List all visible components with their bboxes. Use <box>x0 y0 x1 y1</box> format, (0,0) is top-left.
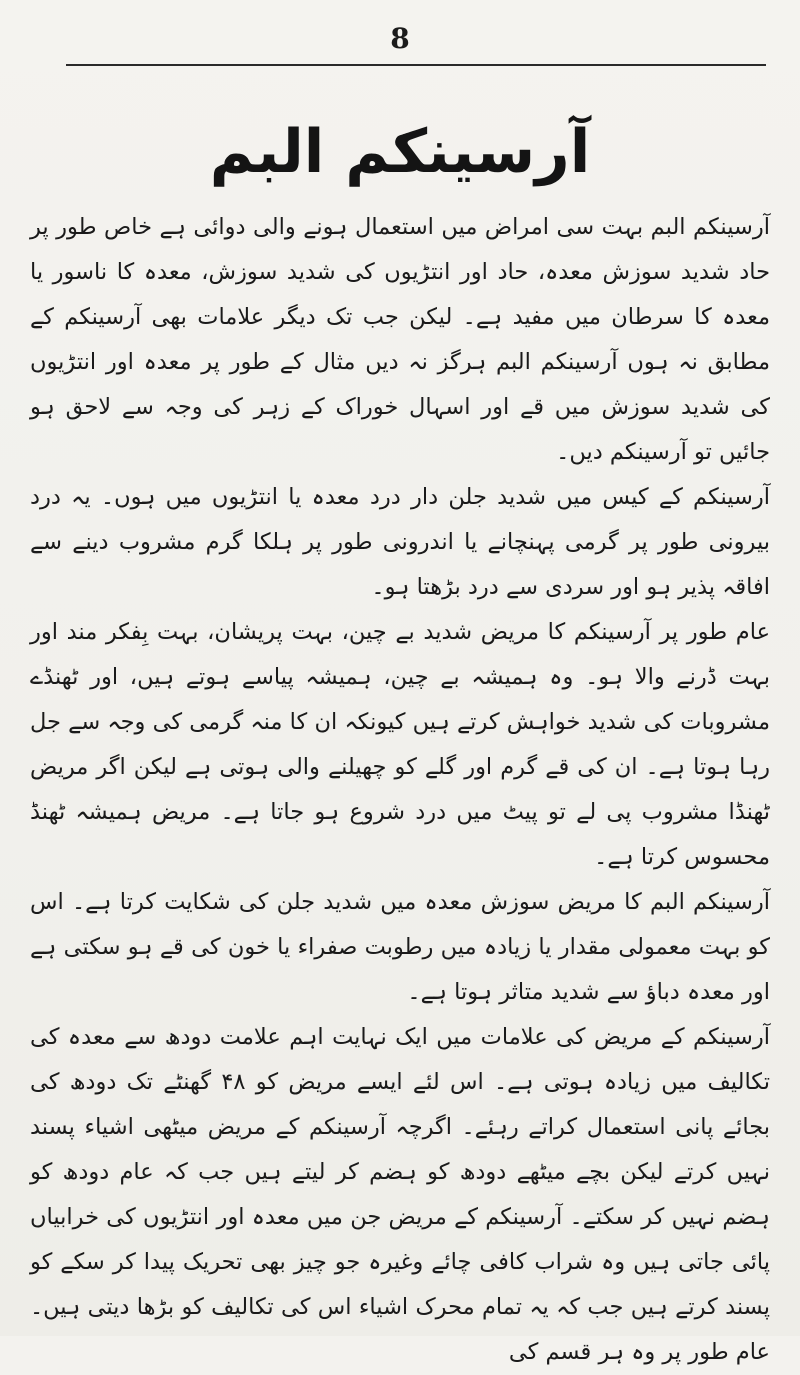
chapter-title: آرسینکم البم <box>209 117 591 187</box>
page-number: 8 <box>390 22 410 55</box>
paragraph: آرسینکم کے مریض کی علامات میں ایک نہایت اہم علامت دودھ سے معدہ کی تکالیف میں زیادہ ہوتی ہے۔ اس لئے ایسے مریض کو ۴۸ گھنٹے تک دودھ کی بجائے پانی استعمال کراتے رہئے۔ اگرچہ آرسینکم کے مریض میٹھی اشیاء پسند نہیں کرتے لیکن بچے میٹھے دودھ کو ہضم کر لیتے ہیں جب کہ عام دودھ کو ہضم نہیں کر سکتے۔ آرسینکم کے مریض جن میں معدہ اور انتڑیوں کی خرابیاں پائی جاتی ہیں وہ شراب کافی چائے وغیرہ جو چیز بھی تحریک پیدا کر سکے کو پسند کرتے ہیں جب کہ یہ تمام محرک اشیاء اس کی تکالیف کو بڑھا دیتی ہیں۔ عام طور پر وہ ہر قسم کی <box>30 1024 770 1365</box>
body-text <box>30 205 770 1375</box>
paragraph: عام طور پر آرسینکم کا مریض شدید بے چین، بہت پریشان، بہت بِفکر مند اور بہت ڈرنے والا ہو۔ وہ ہمیشہ بے چین، ہمیشہ پیاسے ہوتے ہیں، اور ٹھنڈے مشروبات کی شدید خواہش کرتے ہیں کیونکہ ان کا منہ گرمی کی وجہ سے جل رہا ہوتا ہے۔ ان کی قے گرم اور گلے کو چھیلنے والی ہوتی ہے لیکن اگر مریض ٹھنڈا مشروب پی لے تو پیٹ میں درد شروع ہو جاتا ہے۔ مریض ہمیشہ ٹھنڈ محسوس کرتا ہے۔ <box>30 619 770 870</box>
paragraph: آرسینکم البم کا مریض سوزش معدہ میں شدید جلن کی شکایت کرتا ہے۔ اس کو بہت معمولی مقدار یا زیادہ میں رطوبت صفراء یا خون کی قے ہو سکتی ہے اور معدہ دباؤ سے شدید متاثر ہوتا ہے۔ <box>30 889 770 1005</box>
paragraph: آرسینکم کے کیس میں شدید جلن دار درد معدہ یا انتڑیوں میں ہوں۔ یہ درد بیرونی طور پر گرمی پہنچانے یا اندرونی طور پر ہلکا گرم مشروب دینے سے افاقہ پذیر ہو اور سردی سے درد بڑھتا ہو۔ <box>30 484 770 600</box>
header-rule <box>66 64 766 66</box>
paragraph: آرسینکم البم بہت سی امراض میں استعمال ہونے والی دوائی ہے خاص طور پر حاد شدید سوزش معدہ، حاد اور انتڑیوں کی شدید سوزش، معدہ کا ناسور یا معدہ کا سرطان میں مفید ہے۔ لیکن جب تک دیگر علامات بھی آرسینکم کے مطابق نہ ہوں آرسینکم البم ہرگز نہ دیں مثال کے طور پر معدہ اور انتڑیوں کی شدید سوزش میں قے اور اسہال خوراک کے زہر کی وجہ سے لاحق ہو جائیں تو آرسینکم دیں۔ <box>30 214 770 465</box>
